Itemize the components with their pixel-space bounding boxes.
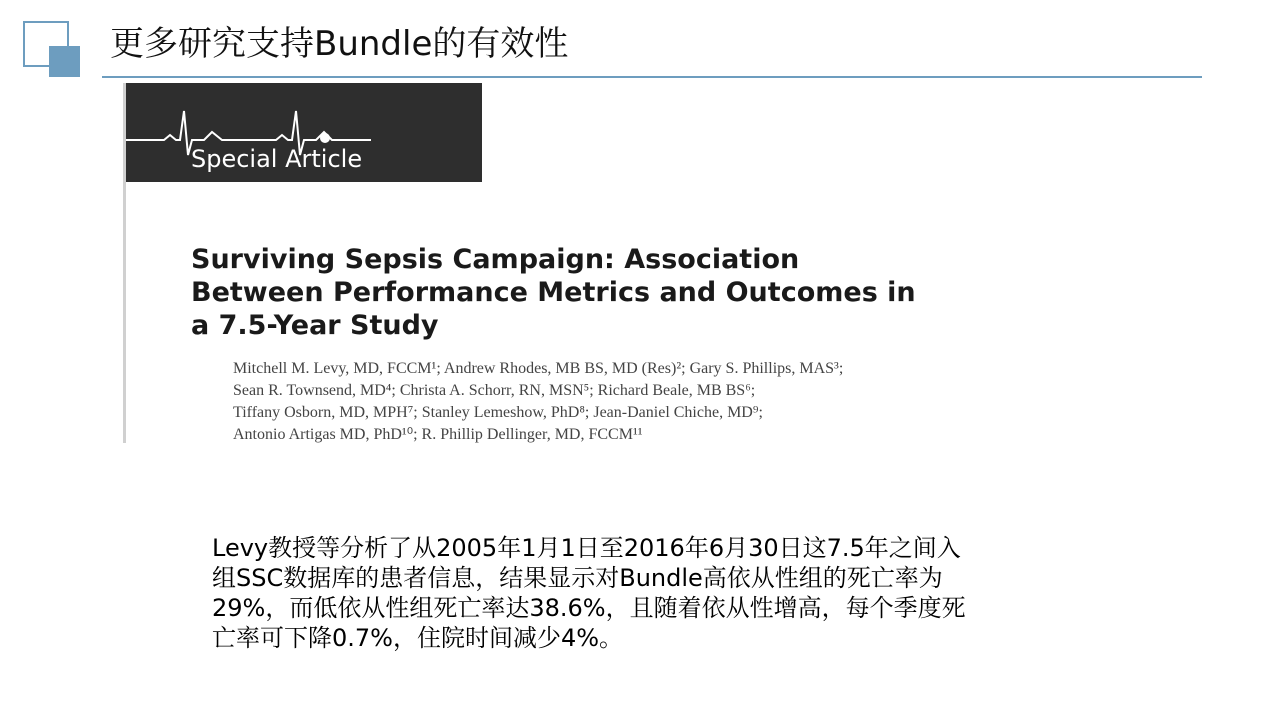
author-line: Antonio Artigas MD, PhD¹⁰; R. Phillip Dellinger, MD, FCCM¹¹ [233,426,643,443]
paper-title-line: Between Performance Metrics and Outcomes in [191,277,916,308]
summary-line: Levy教授等分析了从2005年1月1日至2016年6月30日这7.5年之间入 [212,534,961,562]
summary-line: 亡率可下降0.7%，住院时间减少4%。 [212,624,624,652]
summary-line: 29%，而低依从性组死亡率达38.6%，且随着依从性增高，每个季度死 [212,594,966,622]
author-line: Sean R. Townsend, MD⁴; Christa A. Schorr, RN, MSN⁵; Richard Beale, MB BS⁶; [233,382,756,399]
slide-logo-inner-square [49,46,80,77]
author-line: Tiffany Osborn, MD, MPH⁷; Stanley Lemeshow, PhD⁸; Jean-Daniel Chiche, MD⁹; [233,404,763,421]
summary-text [212,533,1072,653]
paper-header-image [123,83,1033,443]
paper-title-line: Surviving Sepsis Campaign: Association [191,244,800,275]
paper-title-line: a 7.5-Year Study [191,310,439,341]
summary-line: 组SSC数据库的患者信息，结果显示对Bundle高依从性组的死亡率为 [212,564,943,592]
special-article-banner [126,83,482,182]
title-divider [102,76,1202,78]
banner-label: Special Article [191,145,363,173]
paper-title [191,243,916,342]
slide-title: 更多研究支持Bundle的有效性 [110,24,569,64]
paper-authors [233,358,843,446]
author-line: Mitchell M. Levy, MD, FCCM¹; Andrew Rhodes, MB BS, MD (Res)²; Gary S. Phillips, MAS³; [233,360,844,377]
